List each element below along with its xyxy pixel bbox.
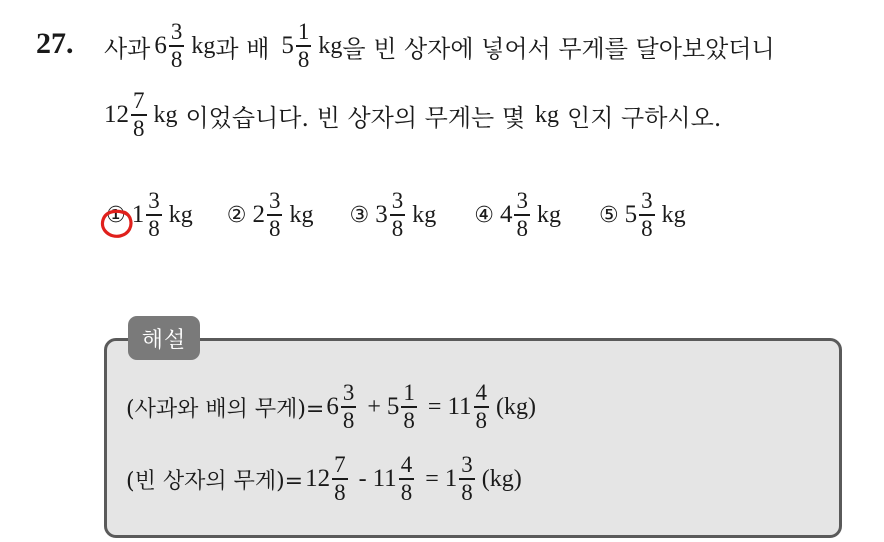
equals-sign: = bbox=[425, 465, 439, 492]
question-text: 을 빈 상자에 넣어서 무게를 달아보았더니 bbox=[342, 34, 775, 63]
fraction-whole: 2 bbox=[252, 201, 265, 228]
unit-label: kg bbox=[536, 201, 561, 228]
fraction-whole: 1 bbox=[444, 465, 458, 492]
mixed-fraction bbox=[252, 189, 283, 241]
fraction-denominator: 8 bbox=[641, 215, 653, 241]
fraction-whole: 4 bbox=[499, 201, 513, 228]
fraction-whole: 12 bbox=[305, 465, 331, 492]
fraction bbox=[474, 381, 490, 433]
fraction bbox=[514, 189, 530, 241]
equals-sign: = bbox=[427, 393, 442, 420]
fraction bbox=[332, 453, 348, 505]
answer-choices bbox=[106, 180, 686, 250]
fraction bbox=[390, 189, 406, 241]
unit-label: kg bbox=[191, 32, 216, 59]
fraction-denominator: 8 bbox=[461, 479, 473, 505]
choice-marker: ③ bbox=[349, 202, 370, 228]
mixed-fraction bbox=[305, 453, 349, 505]
fraction-numerator: 4 bbox=[400, 452, 413, 478]
mixed-fraction bbox=[104, 89, 148, 141]
fraction-denominator: 8 bbox=[148, 215, 160, 241]
fraction-numerator: 3 bbox=[391, 188, 404, 214]
mixed-fraction bbox=[375, 189, 406, 241]
unit-label: kg bbox=[153, 101, 178, 128]
fraction-numerator: 3 bbox=[461, 452, 473, 478]
fraction-denominator: 8 bbox=[475, 407, 488, 433]
question-line-2 bbox=[104, 83, 721, 147]
fraction-whole: 5 bbox=[386, 393, 400, 420]
fraction-denominator: 8 bbox=[516, 215, 528, 241]
fraction-denominator: 8 bbox=[403, 407, 415, 433]
operator: - bbox=[358, 465, 367, 492]
fraction-numerator: 3 bbox=[268, 188, 281, 214]
question-text: 인지 구하시오. bbox=[567, 103, 722, 132]
fraction-numerator: 1 bbox=[297, 19, 310, 45]
mixed-fraction bbox=[445, 453, 476, 505]
solution-label: (빈 상자의 무게)= bbox=[126, 468, 304, 494]
fraction-whole: 6 bbox=[326, 393, 339, 420]
mixed-fraction bbox=[500, 189, 531, 241]
fraction-whole: 3 bbox=[375, 201, 388, 228]
question-text: 이었습니다. 빈 상자의 무게는 몇 bbox=[185, 103, 526, 132]
fraction-whole: 11 bbox=[447, 393, 472, 420]
question-text: 과 배 bbox=[215, 34, 270, 63]
choice-3[interactable] bbox=[349, 189, 436, 241]
fraction-denominator: 8 bbox=[400, 479, 413, 505]
mixed-fraction bbox=[387, 381, 418, 433]
solution-label: (사과와 배의 무게)= bbox=[126, 396, 325, 422]
fraction bbox=[267, 189, 283, 241]
fraction bbox=[399, 453, 415, 505]
unit-label: kg bbox=[661, 201, 686, 228]
fraction bbox=[459, 453, 475, 505]
operator: + bbox=[367, 393, 381, 420]
fraction-whole: 6 bbox=[154, 32, 167, 59]
fraction-denominator: 8 bbox=[268, 215, 281, 241]
fraction bbox=[169, 20, 185, 72]
fraction bbox=[146, 189, 162, 241]
mixed-fraction bbox=[326, 381, 357, 433]
unit-label: kg bbox=[289, 201, 314, 228]
mixed-fraction bbox=[281, 20, 312, 72]
fraction-whole: 5 bbox=[281, 32, 294, 59]
unit-label: kg bbox=[412, 201, 437, 228]
question-line-1 bbox=[104, 14, 775, 78]
solution-tab-label: 해설 bbox=[128, 316, 200, 360]
choice-4[interactable] bbox=[474, 189, 561, 241]
fraction bbox=[131, 89, 147, 141]
fraction bbox=[341, 381, 357, 433]
question-text: 사과 bbox=[104, 34, 151, 63]
choice-5[interactable] bbox=[599, 189, 686, 241]
choice-marker: ① bbox=[106, 202, 126, 228]
mixed-fraction bbox=[625, 189, 656, 241]
fraction-denominator: 8 bbox=[334, 479, 346, 505]
fraction-denominator: 8 bbox=[297, 46, 310, 72]
unit-label: (kg) bbox=[481, 465, 522, 492]
fraction-whole: 12 bbox=[104, 101, 129, 128]
fraction-numerator: 7 bbox=[334, 452, 346, 478]
fraction-whole: 1 bbox=[131, 201, 145, 228]
fraction-numerator: 4 bbox=[475, 380, 488, 406]
fraction-numerator: 7 bbox=[133, 88, 145, 114]
question-number: 27. bbox=[36, 27, 74, 60]
unit-label: kg bbox=[318, 32, 343, 59]
solution-line-1 bbox=[126, 372, 536, 442]
solution-line-2 bbox=[126, 444, 522, 514]
fraction-numerator: 3 bbox=[170, 19, 183, 45]
fraction-numerator: 3 bbox=[148, 188, 160, 214]
choice-1[interactable] bbox=[106, 189, 193, 241]
mixed-fraction bbox=[154, 20, 185, 72]
fraction-whole: 5 bbox=[624, 201, 638, 228]
mixed-fraction bbox=[373, 453, 416, 505]
fraction-whole: 11 bbox=[372, 465, 397, 492]
fraction bbox=[296, 20, 312, 72]
fraction-numerator: 3 bbox=[516, 188, 528, 214]
unit-label: kg bbox=[535, 101, 560, 128]
fraction-numerator: 1 bbox=[403, 380, 415, 406]
unit-label: (kg) bbox=[496, 393, 537, 420]
fraction-denominator: 8 bbox=[391, 215, 404, 241]
fraction-denominator: 8 bbox=[342, 407, 355, 433]
fraction bbox=[639, 189, 655, 241]
fraction-numerator: 3 bbox=[641, 188, 653, 214]
fraction-denominator: 8 bbox=[170, 46, 183, 72]
fraction-denominator: 8 bbox=[133, 115, 145, 141]
mixed-fraction bbox=[447, 381, 490, 433]
fraction bbox=[401, 381, 417, 433]
fraction-numerator: 3 bbox=[342, 380, 355, 406]
choice-marker: ⑤ bbox=[598, 202, 619, 228]
mixed-fraction bbox=[132, 189, 163, 241]
choice-2[interactable] bbox=[227, 189, 314, 241]
unit-label: kg bbox=[168, 201, 193, 228]
choice-marker: ② bbox=[226, 202, 247, 228]
choice-marker: ④ bbox=[474, 202, 494, 228]
